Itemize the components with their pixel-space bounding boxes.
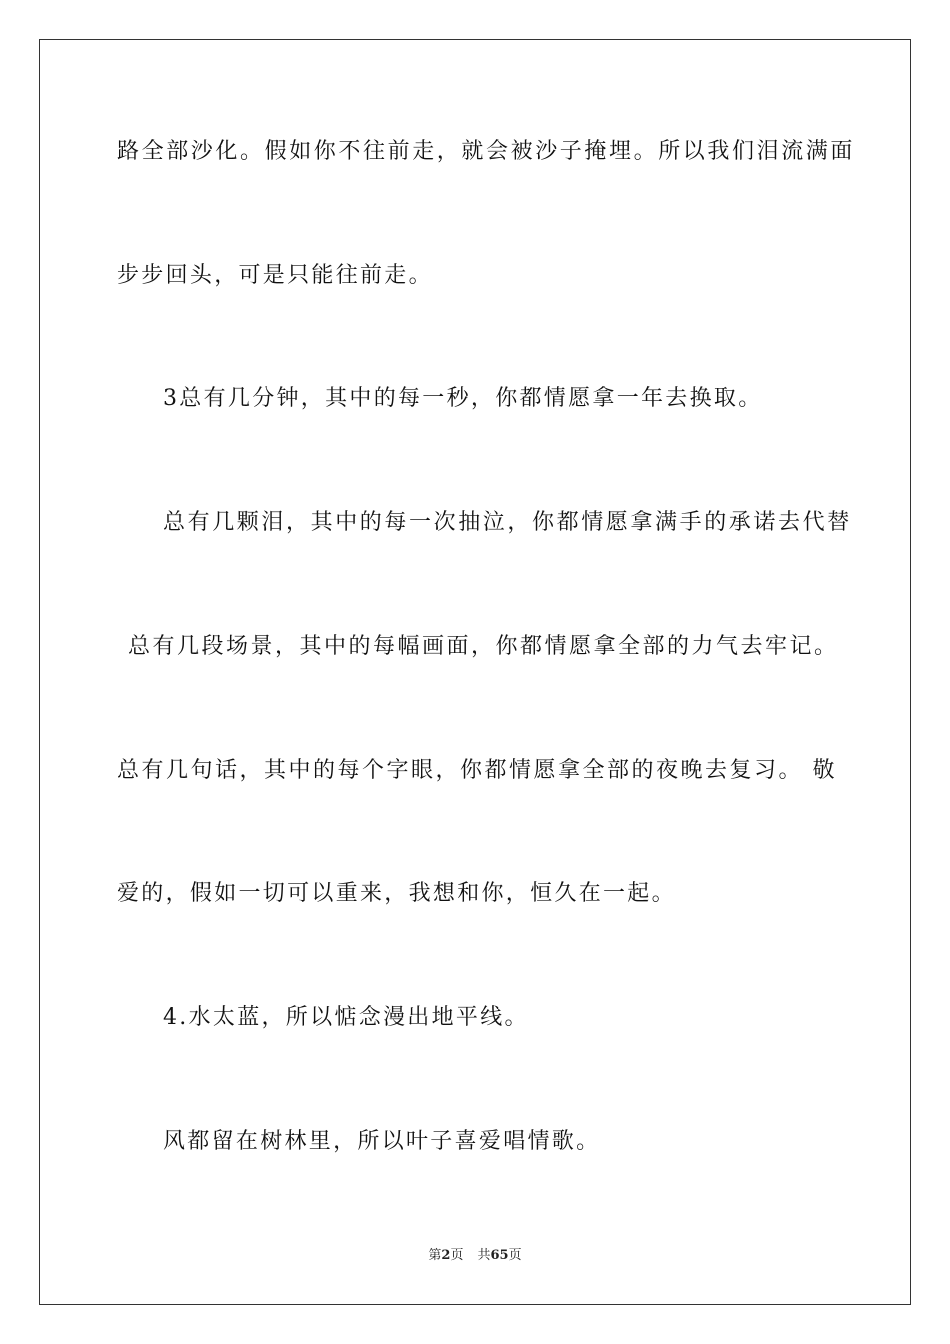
page-number: 2 — [441, 1248, 451, 1263]
text-line: 爱的，假如一切可以重来，我想和你，恒久在一起。 — [117, 881, 676, 906]
text-line: 风都留在树林里，所以叶子喜爱唱情歌。 — [163, 1129, 601, 1154]
text-line: 步步回头，可是只能往前走。 — [117, 263, 433, 288]
page-border — [39, 39, 911, 1305]
page-suffix: 页 — [450, 1248, 464, 1263]
text-line: 路全部沙化。假如你不往前走，就会被沙子掩埋。所以我们泪流满面 — [117, 139, 856, 164]
text-line: 总有几颗泪，其中的每一次抽泣，你都情愿拿满手的承诺去代替 — [163, 510, 852, 535]
total-prefix: 共 — [477, 1248, 491, 1263]
text-line: 总有几段场景，其中的每幅画面，你都情愿拿全部的力气去牢记。 — [128, 634, 839, 659]
text-line: 3总有几分钟，其中的每一秒，你都情愿拿一年去换取。 — [163, 386, 763, 411]
total-suffix: 页 — [508, 1248, 522, 1263]
total-pages: 65 — [490, 1248, 509, 1263]
text-line: 总有几句话，其中的每个字眼，你都情愿拿全部的夜晚去复习。 敬 — [117, 758, 837, 783]
page-footer — [0, 1247, 950, 1265]
page-prefix: 第 — [428, 1248, 442, 1263]
text-line: 4.水太蓝，所以惦念漫出地平线。 — [163, 1005, 529, 1030]
